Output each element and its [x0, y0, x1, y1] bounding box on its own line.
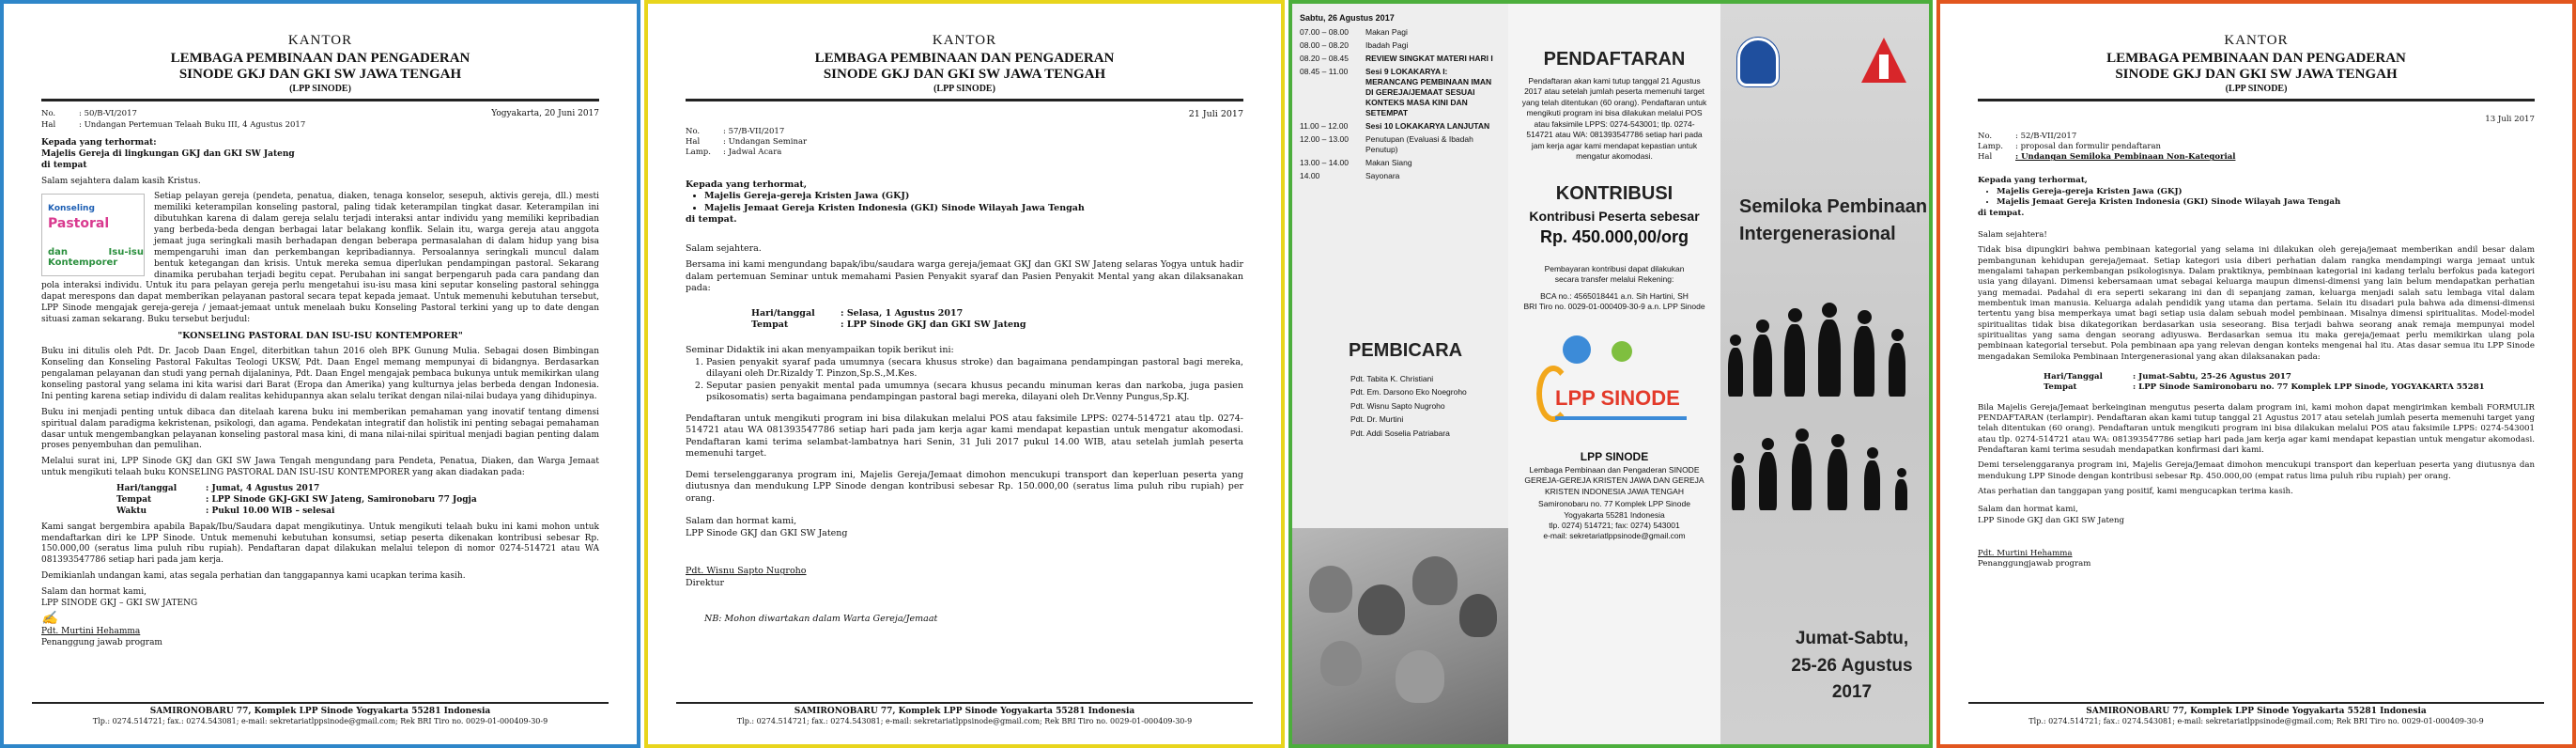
- closing: Salam dan hormat kami,: [686, 516, 797, 527]
- org-description: Lembaga Pembinaan dan Pengaderan SINODE GEREJA-GEREJA KRISTEN JAWA DAN GEREJA KRISTEN INDONESIA JAWA TENGAH: [1524, 464, 1704, 496]
- photo-person: [1412, 556, 1458, 605]
- event-details: [751, 308, 1243, 332]
- footer-contact: Tlp.: 0274.514721; fax.: 0274.543081; e-mail: sekretariatlppsinode@gmail.com; Rek BRI Tiro no. 0029-01-000409-30-9: [92, 717, 548, 726]
- signer-role: Direktur: [686, 577, 725, 588]
- contribution-amount: Rp. 450.000,00/org: [1539, 226, 1689, 246]
- silhouette-head: [1867, 447, 1878, 459]
- brochure-title-line-1: Semiloka Pembinaan: [1739, 196, 1928, 217]
- body-paragraph: Demikianlah undangan kami, atas segala perhatian dan tanggapannya kami ucapkan terima kasih.: [41, 571, 466, 582]
- silhouette-body: [1732, 465, 1745, 510]
- registration-text: Pendaftaran akan kami tutup tanggal 21 Agustus 2017 atau setelah jumlah peserta memenuhi target yang telah ditentukan (60 orang). Pendaftaran untuk mengikuti program ini bisa dilakukan melalui POS atau faksimile LPPS: 0274-543001; tlp. 0274-514721 atau WA: 081393547786 setiap hari pada jam kerja agar kami mendapat kepastian untuk mengatur akomodasi.: [1521, 76, 1707, 162]
- letter-date: 13 Juli 2017: [2485, 115, 2535, 125]
- letter-number: : 57/B-VII/2017: [723, 127, 785, 137]
- recipient-heading: Kepada yang terhormat,: [1978, 176, 2088, 186]
- letterhead: [686, 32, 1243, 95]
- signer-role: Penanggung jawab program: [41, 637, 162, 647]
- contribution-heading: KONTRIBUSI: [1555, 182, 1674, 204]
- schedule-row: [1300, 121, 1501, 132]
- letter-panel-4: [1936, 0, 2576, 748]
- letterhead-line-2: SINODE GKJ DAN GKI SW JAWA TENGAH: [2115, 67, 2398, 83]
- letter-attachment: : Jadwal Acara: [723, 148, 782, 158]
- silhouette-body: [1895, 479, 1907, 510]
- lamp-label: Lamp.: [686, 148, 711, 158]
- silhouette-head: [1796, 429, 1809, 442]
- silhouette-head: [1897, 468, 1906, 477]
- brochure-info-column: [1508, 4, 1720, 744]
- recipient: • Majelis Jemaat Gereja Kristen Indonesia (GKI) Sinode Wilayah Jawa Tengah: [704, 203, 1243, 215]
- schedule-activity: Ibadah Pagi: [1365, 39, 1409, 50]
- letterhead-line-1: LEMBAGA PEMBINAAN DAN PENGADERAN: [814, 50, 1115, 66]
- schedule: [1292, 4, 1508, 191]
- letter-panel-1: [0, 0, 640, 748]
- schedule-row: [1300, 40, 1501, 51]
- topic-list: [706, 357, 1243, 404]
- speakers-heading: PEMBICARA: [1349, 340, 1463, 361]
- book-cover-word-2: Pastoral: [48, 216, 110, 232]
- sender-org: LPP SINODE GKJ – GKI SW JATENG: [41, 598, 198, 608]
- recipient-heading: Kepada yang terhormat,: [686, 179, 808, 190]
- event-date-label: Hari/tanggal: [751, 307, 815, 319]
- letter-footer: [1968, 702, 2544, 727]
- photo-person: [1320, 641, 1362, 686]
- brochure-date-line-1: Jumat-Sabtu,: [1795, 629, 1909, 648]
- recipient-place: di tempat: [41, 160, 87, 170]
- body-paragraph: Pendaftaran untuk mengikuti program ini bisa dilakukan melalui POS atau faksimile LPPS: 0274-514721 atau tlp. 0274-514721 atau WA 081393547786 setiap hari pada jam kerja agar kami mendapat kepastian untuk mengatur akomodasi. Pendaftaran kami terima selambat-lambatnya hari Senin, 31 Juli 2017 pukul 14.00 WIB, atau setelah jumlah peserta memenuhi target.: [686, 413, 1243, 460]
- letterhead-kantor: KANTOR: [287, 33, 353, 48]
- event-date-label: Hari/tanggal: [116, 484, 177, 494]
- event-date: : Jumat-Sabtu, 25-26 Agustus 2017: [2133, 371, 2291, 382]
- schedule-rows: [1300, 27, 1501, 182]
- letterhead-line-1: LEMBAGA PEMBINAAN DAN PENGADERAN: [2106, 50, 2406, 66]
- recipient-place: di tempat.: [686, 214, 737, 226]
- event-details: [116, 484, 599, 518]
- silhouette-body: [1818, 319, 1841, 397]
- no-label: No.: [686, 127, 701, 137]
- body-paragraph: Setiap pelayan gereja (pendeta, penatua, diaken, tenaga konselor, sesepuh, aktivis gereja, dll.) mesti memiliki keterampilan konseling pastoral, paling tidak keterampilan tingkat dasar. Keterampilan ini dibutuhkan karena di dalam gereja selalu terjadi interaksi antar individu yang memiliki kepribadian yang berbeda-beda dengan berbagai latar belakang konflik. Selain itu, warga gereja atau anggota jemaat juga seringkali masih berhadapan dengan beberapa permasalahan di dalam hidup yang bisa mempengaruhi iman dan perkembangan kepribadiannya. Persoalannya seringkali muncul dalam bentuk ketegangan dan krisis. Untuk mereka semua diperlukan pendampingan pastoral.: [154, 192, 599, 269]
- schedule-row: [1300, 27, 1501, 38]
- no-label: No.: [1978, 131, 1993, 141]
- org-email: e-mail: sekretariatlppsinode@gmail.com: [1543, 531, 1686, 541]
- silhouette-body: [1759, 452, 1777, 510]
- schedule-time: 14.00: [1300, 171, 1320, 181]
- photo-person: [1396, 650, 1444, 703]
- book-cover-image: [41, 194, 145, 276]
- note: NB: Mohon diwartakan dalam Warta Gereja/Jemaat: [704, 614, 938, 625]
- recipient: • Majelis Gereja-gereja Kristen Jawa (GKJ): [704, 191, 1243, 203]
- event-place: : LPP Sinode GKJ dan GKI SW Jateng: [841, 319, 1026, 331]
- event-place: : LPP Sinode GKJ-GKI SW Jateng, Samironobaru 77 Jogja: [206, 494, 477, 505]
- bank-account-bri: BRI Tiro no. 0029-01-000409-30-9 a.n. LPP Sinode: [1523, 302, 1705, 312]
- silhouette-body: [1889, 343, 1905, 397]
- letter-meta: [1978, 132, 2535, 164]
- hal-label: Hal: [41, 119, 56, 130]
- body-paragraph: Buku ini menjadi penting untuk dibaca dan ditelaah karena buku ini memberikan pemahaman yang inovatif tentang dimensi spiritual dalam paradigma kekristenan, psikologi, dan agama. Pendekatan integratif dan holistik ini penting sebagai pemahaman dasar untuk mengembangkan pelayanan konseling pastoral masa kini, di mana nilai-nilai spiritual menjadi bagian penting dalam proses penyembuhan dan pemulihan.: [41, 407, 599, 451]
- divider: [686, 99, 1243, 101]
- letterhead-kantor: KANTOR: [932, 33, 997, 48]
- signer-name: Pdt. Murtini Hehamma: [1978, 549, 2073, 559]
- brochure-panel: [1288, 0, 1933, 748]
- footer-contact: Tlp.: 0274.514721; fax.: 0274.543081; e-mail: sekretariatlppsinode@gmail.com; Rek BRI Tiro no. 0029-01-000409-30-9: [736, 717, 1193, 726]
- silhouette-head: [1822, 303, 1837, 318]
- signature-mark: ✍: [41, 610, 58, 626]
- footer-address: SAMIRONOBARU 77, Komplek LPP Sinode Yogyakarta 55281 Indonesia: [2086, 706, 2427, 716]
- logo-underline: [1555, 416, 1687, 420]
- letter-meta: [41, 109, 599, 130]
- footer-address: SAMIRONOBARU 77, Komplek LPP Sinode Yogyakarta 55281 Indonesia: [794, 706, 1135, 716]
- schedule-time: 08.20 – 08.45: [1300, 53, 1349, 63]
- lamp-label: Lamp.: [1978, 142, 2003, 152]
- speaker-name: Pdt. Em. Darsono Eko Noegroho: [1350, 387, 1467, 397]
- brochure-schedule-column: [1292, 4, 1508, 744]
- event-place-label: Tempat: [751, 319, 789, 331]
- schedule-day: Sabtu, 26 Agustus 2017: [1300, 13, 1395, 23]
- schedule-row: [1300, 67, 1501, 118]
- greeting: Salam sejahtera.: [686, 242, 762, 254]
- registration-heading: PENDAFTARAN: [1543, 49, 1686, 70]
- body-paragraph: Demi terselenggaranya program ini, Majelis Gereja/Jemaat dimohon mencukupi transport dan keperluan peserta yang diutusnya dan mendukung LPP Sinode dengan kontribusi sebesar Rp. 450.000,00 (empat ratus lima puluh ribu rupiah) per orang.: [1978, 460, 2535, 481]
- no-label: No.: [41, 109, 56, 119]
- body-paragraph: Demi terselenggaranya program ini, Majelis Gereja/Jemaat dimohon mencukupi transport dan keperluan peserta yang diutusnya dan mendukung LPP Sinode dengan kontribusi sebesar Rp. 150.000,00 (seratus lima puluh ribu rupiah) per orang.: [686, 469, 1243, 504]
- silhouette-head: [1788, 308, 1802, 322]
- letter-subject: : Undangan Seminar: [723, 137, 808, 148]
- letter-footer: [32, 702, 609, 727]
- silhouette-head: [1730, 335, 1741, 346]
- letterhead-line-2: SINODE GKJ DAN GKI SW JAWA TENGAH: [823, 67, 1106, 83]
- letter-date: 21 Juli 2017: [1188, 109, 1243, 120]
- schedule-activity: Makan Siang: [1365, 158, 1412, 168]
- schedule-activity: Sayonara: [1365, 171, 1400, 181]
- divider: [1978, 99, 2535, 101]
- speaker-name: Pdt. Addi Soselia Patriabara: [1350, 428, 1450, 438]
- letterhead-line-1: LEMBAGA PEMBINAAN DAN PENGADERAN: [170, 50, 470, 66]
- event-place-label: Tempat: [116, 494, 152, 505]
- org-phone: tlp. 0274) 514721; fax: 0274) 543001: [1549, 520, 1680, 530]
- brochure-title-line-2: Intergenerasional: [1739, 224, 1896, 244]
- schedule-row: [1300, 54, 1501, 64]
- photo-person: [1309, 566, 1352, 613]
- recipient: Majelis Gereja di lingkungan GKJ dan GKI SW Jateng: [41, 148, 295, 159]
- silhouette-head: [1831, 434, 1844, 447]
- body-paragraph: Bila Majelis Gereja/Jemaat berkeinginan mengutus peserta dalam program ini, kami mohon dapat mengirimkan kembali FORMULIR PENDAFTARAN (terlampir). Pendaftaran akan kami tutup tanggal 21 Agustus 2017 atau setelah jumlah peserta memenuhi target yang telah ditentukan (60 orang). Pendaftaran untuk mengikuti program ini bisa dilakukan melalui POS atau faksimile LPPS: 0274-543001 atau tlp. 0274-514721 atau WA: 081393547786 setiap hari pada jam kerja agar kami mendapat kepastian untuk mengatur akomodasi. Pendaftaran kami terima sesudah mendapatkan konfirmasi dari kami.: [1978, 402, 2535, 456]
- letterhead: [1978, 32, 2535, 95]
- recipient-heading: Kepada yang terhormat:: [41, 137, 157, 148]
- silhouette-head: [1734, 453, 1744, 463]
- letterhead-abbr: (LPP SINODE): [289, 84, 351, 95]
- letter-attachment: : proposal dan formulir pendaftaran: [2015, 142, 2162, 152]
- silhouette-head: [1858, 310, 1872, 324]
- brochure-title: [1739, 194, 1927, 248]
- org-address: Samironobaru no. 77 Komplek LPP Sinode Yogyakarta 55281 Indonesia: [1538, 499, 1690, 520]
- event-time: : Pukul 10.00 WIB – selesai: [206, 506, 335, 516]
- schedule-time: 07.00 – 08.00: [1300, 26, 1349, 37]
- schedule-row: [1300, 158, 1501, 168]
- photo-person: [1358, 584, 1405, 635]
- letter-number: : 52/B-VII/2017: [2015, 131, 2077, 141]
- book-cover-subtitle: dan Isu-isu Kontemporer: [48, 247, 144, 269]
- body-paragraph: Tidak bisa dipungkiri bahwa pembinaan kategorial yang selama ini dilakukan oleh gereja/jemaat memberikan andil besar dalam pembangunan kehidupan gereja/jemaat. Setiap kategori usia diberi perhatian dalam rangka mendampingi warga jemaat untuk mengalami tahapan perkembangan psikologisnya. Dalam praktiknya, pembinaan kategorial ini kadang terlalu berfokus pada kategori usia yang dilayani. Dimensi kebersamaan umat sebagai keluarga maupun dimensi-dimensi yang lain belum mendapatkan perhatian yang memadai. Padahal di era seperti sekarang ini dan di sepanjang zaman, keluarga menjadi salah satu lembaga vital dalam membentuk iman manusia. Keluarga adalah pendidik yang utama dan pertama. Selain itu disadari pula bahwa ada dimensi-dimensi tertentu yang bisa memperkaya umat bagi setiap usia dalam sebuah model pembinaan. Misalnya dimensi spiritualitas. Model-model spiritualitas tidak bisa dikategorikan berdasarkan usia seseorang. Bisa terjadi bahwa seorang anak remaja mempunyai model spiritualitas yang sama dengan seorang adiyuswa. Berdasarkan semua itu maka gereja/jemaat perlu memikirkan ulang pola pembinaan kategorial tersebut. Pola pembinaan apa yang relevan dengan konteks mengenai hal itu. Atas dasar semua itu LPP Sinode mengadakan Semiloka Pembinaan Intergenerasional yang akan dilaksanakan pada:: [1978, 245, 2535, 362]
- silhouette-head: [1891, 329, 1904, 341]
- silhouette-body: [1828, 449, 1847, 510]
- hal-label: Hal: [1978, 152, 1993, 163]
- schedule-time: 08.45 – 11.00: [1300, 66, 1349, 76]
- closing: Salam dan hormat kami,: [41, 587, 147, 598]
- lpp-logo: [1508, 328, 1720, 450]
- schedule-activity: REVIEW SINGKAT MATERI HARI I: [1365, 53, 1493, 63]
- payment-text: Pembayaran kontribusi dapat dilakukan secara transfer melalui Rekening:: [1544, 263, 1685, 285]
- logo-dot-icon: [1563, 335, 1591, 364]
- recipient-list: [704, 191, 1243, 214]
- letter-number: : 50/B-VI/2017: [79, 109, 137, 119]
- body-paragraph: Bersama ini kami mengundang bapak/ibu/saudara warga gereja/jemaat GKJ dan GKI SW Jateng selaras Yogya untuk hadir dalam pertemuan Seminar untuk memahami Pasien Penyakit syaraf dan Pasien Penyakit Mental yang akan dilaksanakan pada:: [686, 259, 1243, 294]
- silhouette-body: [1792, 444, 1812, 510]
- letter-date: Yogyakarta, 20 Juni 2017: [491, 109, 599, 119]
- signer-role: Penanggungjawab program: [1978, 559, 2091, 569]
- schedule-activity: Makan Pagi: [1365, 26, 1408, 37]
- body-paragraph: Atas perhatian dan tanggapan yang positif, kami mengucapkan terima kasih.: [1978, 487, 2293, 497]
- letterhead-abbr: (LPP SINODE): [2225, 84, 2288, 95]
- event-details: [2044, 372, 2535, 394]
- recipient-list: [1997, 187, 2535, 209]
- schedule-time: 13.00 – 14.00: [1300, 158, 1349, 168]
- schedule-time: 11.00 – 12.00: [1300, 121, 1349, 132]
- silhouette-body: [1784, 324, 1805, 397]
- event-date: : Selasa, 1 Agustus 2017: [841, 307, 964, 319]
- book-cover-word-1: Konseling: [48, 204, 95, 214]
- brochure-cover-column: [1720, 4, 1929, 744]
- silhouette-head: [1762, 438, 1774, 450]
- silhouette-head: [1756, 319, 1769, 333]
- signer-name: Pdt. Murtini Hehamma: [41, 626, 141, 636]
- sender-org: LPP Sinode GKJ dan GKI SW Jateng: [686, 527, 848, 538]
- speakers-list: [1350, 372, 1467, 440]
- silhouette-body: [1854, 326, 1874, 397]
- family-photo: [1292, 528, 1508, 744]
- logo-text: LPP SINODE: [1555, 385, 1680, 410]
- signer-name: Pdt. Wisnu Sapto Nugroho: [686, 566, 807, 577]
- letterhead: [41, 32, 599, 95]
- logo-dot-icon: [1612, 341, 1632, 362]
- speaker-name: Pdt. Dr. Murtini: [1350, 414, 1404, 425]
- divider: [41, 99, 599, 101]
- body-paragraph: Sekarang dinamika perubahan terjadi begitu cepat. Perubahan ini sangat berpengaruh pada cara pandang dan pola interaksi individu. Untuk itu para pelayan gereja perlu mengetahui isu-isu masa kini seputar konseling pastoral sehingga dapat merespons dan dapat memberikan pelayanan pastoral secara tepat kepada jemaat. Untuk memenuhi kebutuhan tersebut, LPP Sinode mengajak gereja-gereja / jemaat-jemaat untuk menelaah buku Konseling Pastoral terkini yang up to date dengan situasi zaman sekarang. Buku tersebut berjudul:: [41, 258, 599, 325]
- body-paragraph: Seminar Didaktik ini akan menyampaikan topik berikut ini:: [686, 344, 954, 355]
- silhouette-body: [1864, 460, 1880, 510]
- topic-item: 1. Pasien penyakit syaraf pada umumnya (secara khusus stroke) dan bagaimana pendampingan pastoral bagi mereka, dilayani oleh Dr.Rizaldy T. Pinzon,Sp.S.,M.Kes.: [706, 357, 1243, 381]
- schedule-row: [1300, 134, 1501, 155]
- silhouette-body: [1728, 348, 1743, 397]
- letterhead-abbr: (LPP SINODE): [933, 84, 995, 95]
- event-date: : Jumat, 4 Agustus 2017: [206, 484, 320, 494]
- event-time-label: Waktu: [116, 506, 147, 516]
- brochure-date-line-2: 25-26 Agustus 2017: [1791, 655, 1913, 702]
- silhouette-body: [1753, 335, 1772, 397]
- gki-cross-icon: [1879, 55, 1889, 79]
- event-place-label: Tempat: [2044, 382, 2077, 393]
- schedule-row: [1300, 171, 1501, 181]
- schedule-activity: Penutupan (Evaluasi & Ibadah Penutup): [1365, 134, 1473, 155]
- signature-space: [686, 539, 1243, 566]
- letterhead-kantor: KANTOR: [2224, 33, 2289, 48]
- bank-account-bca: BCA no.: 4565018441 a.n. Sih Hartini, SH: [1540, 290, 1689, 301]
- footer-contact: Tlp.: 0274.514721; fax.: 0274.543081; e-mail: sekretariatlppsinode@gmail.com; Rek BRI Tiro no. 0029-01-000409-30-9: [2028, 717, 2484, 726]
- letterhead-line-2: SINODE GKJ DAN GKI SW JAWA TENGAH: [178, 67, 462, 83]
- letter-meta: [686, 127, 1243, 159]
- contribution-label: Kontribusi Peserta sebesar: [1529, 208, 1700, 224]
- event-date-label: Hari/Tanggal: [2044, 371, 2103, 382]
- body-paragraph: Buku ini ditulis oleh Pdt. Dr. Jacob Daan Engel, diterbitkan tahun 2016 oleh BPK Gunung Mulia. Sebagai dosen Bimbingan Konseling dan Konseling Pastoral Fakultas Teologi UKSW, Pdt. Daan Engel memang mempunyai di bidangnya. Berdasarkan pengalaman pelayanan dan studi yang pernah dijalaninya, Pdt. Daan Engel mengajak pembaca bukunya untuk memikirkan ulang konseling pastoral yang selama ini kita warisi dari Barat (Eropa dan Amerika) yang kulturnya jelas berbeda dengan Indonesia. Ini penting karena setiap individu di dalam realitas kehidupannya akan selalu terikat dengan nilai-nilai budaya yang dihidupinya.: [41, 347, 599, 401]
- hal-label: Hal: [686, 137, 701, 148]
- sender-org: LPP Sinode GKJ dan GKI SW Jateng: [1978, 515, 2125, 525]
- greeting: Salam sejahtera!: [1978, 229, 2047, 240]
- schedule-time: 12.00 – 13.00: [1300, 134, 1349, 145]
- speaker-name: Pdt. Tabita K. Christiani: [1350, 374, 1434, 383]
- photo-person: [1459, 594, 1497, 637]
- brochure-date: [1775, 626, 1929, 707]
- schedule-activity: Sesi 9 LOKAKARYA I: MERANCANG PEMBINAAN IMAN DI GEREJA/JEMAAT SESUAI KONTEKS MASA KINI DAN SETEMPAT: [1365, 66, 1492, 118]
- closing: Salam dan hormat kami,: [1978, 505, 2078, 515]
- letter-panel-2: [644, 0, 1285, 748]
- greeting: Salam sejahtera dalam kasih Kristus.: [41, 176, 201, 186]
- letter-subject: : Undangan Semiloka Pembinaan Non-Kategorial: [2015, 152, 2236, 163]
- body-paragraph: Kami sangat bergembira apabila Bapak/Ibu/Saudara dapat mengikutinya. Untuk mengikuti telaah buku ini kami mohon untuk mendaftarkan diri ke LPP Sinode. Untuk memenuhi kebutuhan konsumsi, setiap peserta dikenakan kontribusi sebesar Rp. 150.000,00 (seratus lima puluh ribu rupiah). Pendaftaran dapat dilakukan melalui telepon di nomor 0274-514721 atau WA 081393547786 setiap hari pada jam kerja.: [41, 522, 599, 566]
- book-title: "KONSELING PASTORAL DAN ISU-ISU KONTEMPORER": [177, 330, 463, 341]
- event-place: : LPP Sinode Samironobaru no. 77 Komplek LPP Sinode, YOGYAKARTA 55281: [2133, 382, 2485, 393]
- signature-space: [1978, 526, 2535, 549]
- recipient: • Majelis Gereja-gereja Kristen Jawa (GKJ): [1997, 187, 2535, 197]
- schedule-time: 08.00 – 08.20: [1300, 39, 1349, 50]
- gkj-emblem-icon: [1737, 38, 1779, 86]
- letter-subject: : Undangan Pertemuan Telaah Buku III, 4 Agustus 2017: [79, 119, 306, 130]
- org-title: LPP SINODE: [1580, 449, 1649, 463]
- recipient-place: di tempat.: [1978, 208, 2025, 218]
- recipient: • Majelis Jemaat Gereja Kristen Indonesia (GKI) Sinode Wilayah Jawa Tengah: [1997, 197, 2535, 208]
- footer-address: SAMIRONOBARU 77, Komplek LPP Sinode Yogyakarta 55281 Indonesia: [149, 706, 491, 716]
- body-paragraph: Melalui surat ini, LPP Sinode GKJ dan GKI SW Jawa Tengah mengundang para Pendeta, Penatua, Diaken, dan Warga Jemaat untuk mengikuti telaah buku KONSELING PASTORAL DAN ISU-ISU KONTEMPORER yang akan diadakan pada:: [41, 457, 599, 478]
- speaker-name: Pdt. Wisnu Sapto Nugroho: [1350, 400, 1445, 411]
- letter-footer: [676, 702, 1253, 727]
- topic-item: 2. Seputar pasien penyakit mental pada umumnya (secara khusus pecandu minuman keras dan narkoba, juga pasien psikosomatis) serta bagaimana pendampingan pastoral bagi mereka, dilayani oleh Dr.Venny Pungus,Sp.KJ.: [706, 381, 1243, 404]
- schedule-activity: Sesi 10 LOKAKARYA LANJUTAN: [1365, 121, 1490, 132]
